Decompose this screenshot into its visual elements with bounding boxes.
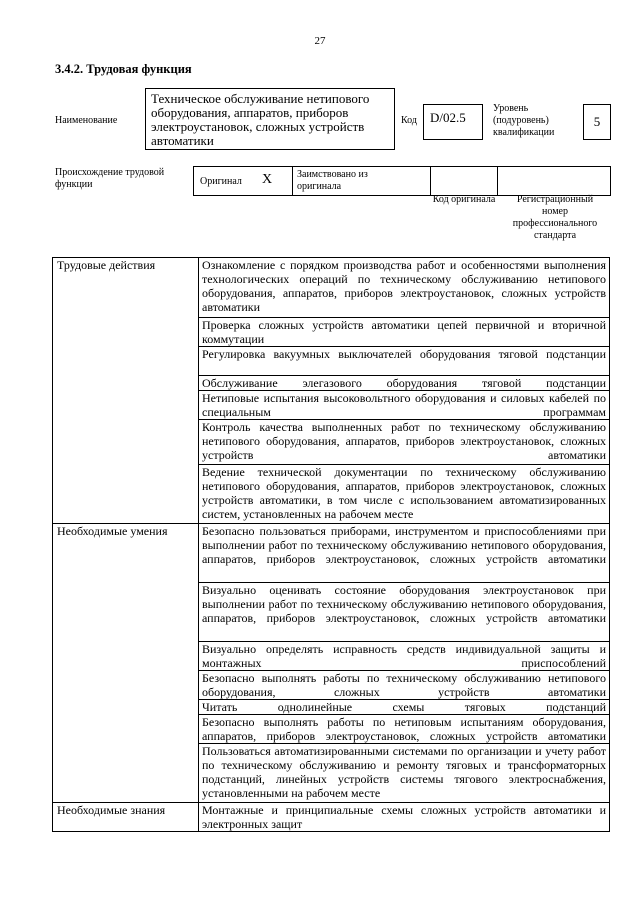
original-cell xyxy=(193,166,293,196)
list-item: Читать однолинейные схемы тяговых подстанций xyxy=(199,700,610,715)
function-table xyxy=(52,257,610,832)
name-label: Наименование xyxy=(55,115,118,126)
list-item: Нетиповые испытания высоковольтного оборудования и силовых кабелей по специальным программам xyxy=(199,391,610,420)
level-label: Уровень (подуровень) квалификации xyxy=(493,103,555,138)
table-row xyxy=(53,524,610,583)
list-item: Безопасно выполнять работы по техническому обслуживанию нетипового оборудования, сложных устройств автоматики xyxy=(199,671,610,700)
list-item: Монтажные и принципиальные схемы сложных устройств автоматики и электронных защит xyxy=(199,803,610,832)
original-label: Оригинал xyxy=(200,176,242,187)
list-item: Контроль качества выполненных работ по техническому обслуживанию нетипового оборудования, аппаратов, приборов электроустановок, сложных устройств автоматики xyxy=(199,420,610,465)
level-value-box xyxy=(583,104,611,140)
list-item: Проверка сложных устройств автоматики цепей первичной и вторичной коммутации xyxy=(199,318,610,347)
code-label: Код xyxy=(401,115,417,126)
original-mark: X xyxy=(262,172,273,187)
code-value-box xyxy=(423,104,483,140)
code-value: D/02.5 xyxy=(430,110,466,125)
name-value: Техническое обслуживание нетипового оборудования, аппаратов, приборов электроустановок, сложных устройств автоматики xyxy=(151,91,370,148)
table-row xyxy=(53,803,610,832)
list-item: Безопасно выполнять работы по нетиповым испытаниям оборудования, аппаратов, приборов электроустановок, сложных устройств автоматики xyxy=(199,715,610,744)
code-original-cell xyxy=(430,166,498,196)
list-item: Визуально оценивать состояние оборудования электроустановок при выполнении работ по техническому обслуживанию нетипового оборудования, аппаратов, приборов электроустановок, сложных устройств автоматики xyxy=(199,583,610,642)
list-item: Пользоваться автоматизированными системами по организации и учету работ по техническому обслуживанию и ремонту тяговых и трансформаторных подстанций, линейных устройств системы тягового электроснабжения, установленными на рабочем месте xyxy=(199,744,610,803)
list-item: Обслуживание элегазового оборудования тяговой подстанции xyxy=(199,376,610,391)
list-item: Безопасно пользоваться приборами, инструментом и приспособлениями при выполнении работ по техническому обслуживанию нетипового оборудования, аппаратов, приборов электроустановок, сложных устройств автоматики xyxy=(199,524,610,583)
code-original-caption: Код оригинала xyxy=(432,194,496,205)
borrowed-label: Заимствовано из оригинала xyxy=(297,169,368,192)
level-value: 5 xyxy=(593,114,601,129)
list-item: Ведение технической документации по техническому обслуживанию нетипового оборудования, аппаратов, приборов электроустановок, сложных устройств автоматики, в том числе с использованием автоматизированных систем, установленных на рабочем месте xyxy=(199,465,610,524)
reg-number-cell xyxy=(497,166,611,196)
list-item: Визуально определять исправность средств индивидуальной защиты и монтажных приспособлений xyxy=(199,642,610,671)
section-label-skills: Необходимые умения xyxy=(53,524,199,803)
section-title: 3.4.2. Трудовая функция xyxy=(55,62,192,76)
borrowed-cell xyxy=(292,166,431,196)
section-label-knowledge: Необходимые знания xyxy=(53,803,199,832)
reg-number-caption: Регистрационный номер профессионального стандарта xyxy=(512,194,598,241)
list-item: Регулировка вакуумных выключателей оборудования тяговой подстанции xyxy=(199,347,610,376)
section-label-actions: Трудовые действия xyxy=(53,258,199,524)
origin-label: Происхождение трудовой функции xyxy=(55,167,165,190)
name-value-box xyxy=(145,88,395,150)
page-number: 27 xyxy=(314,35,326,47)
table-row xyxy=(53,258,610,318)
list-item: Ознакомление с порядком производства работ и особенностями выполнения технологических операций по техническому обслуживанию нетипового оборудования, аппаратов, приборов электроустановок, сложных устройств автоматики xyxy=(199,258,610,318)
